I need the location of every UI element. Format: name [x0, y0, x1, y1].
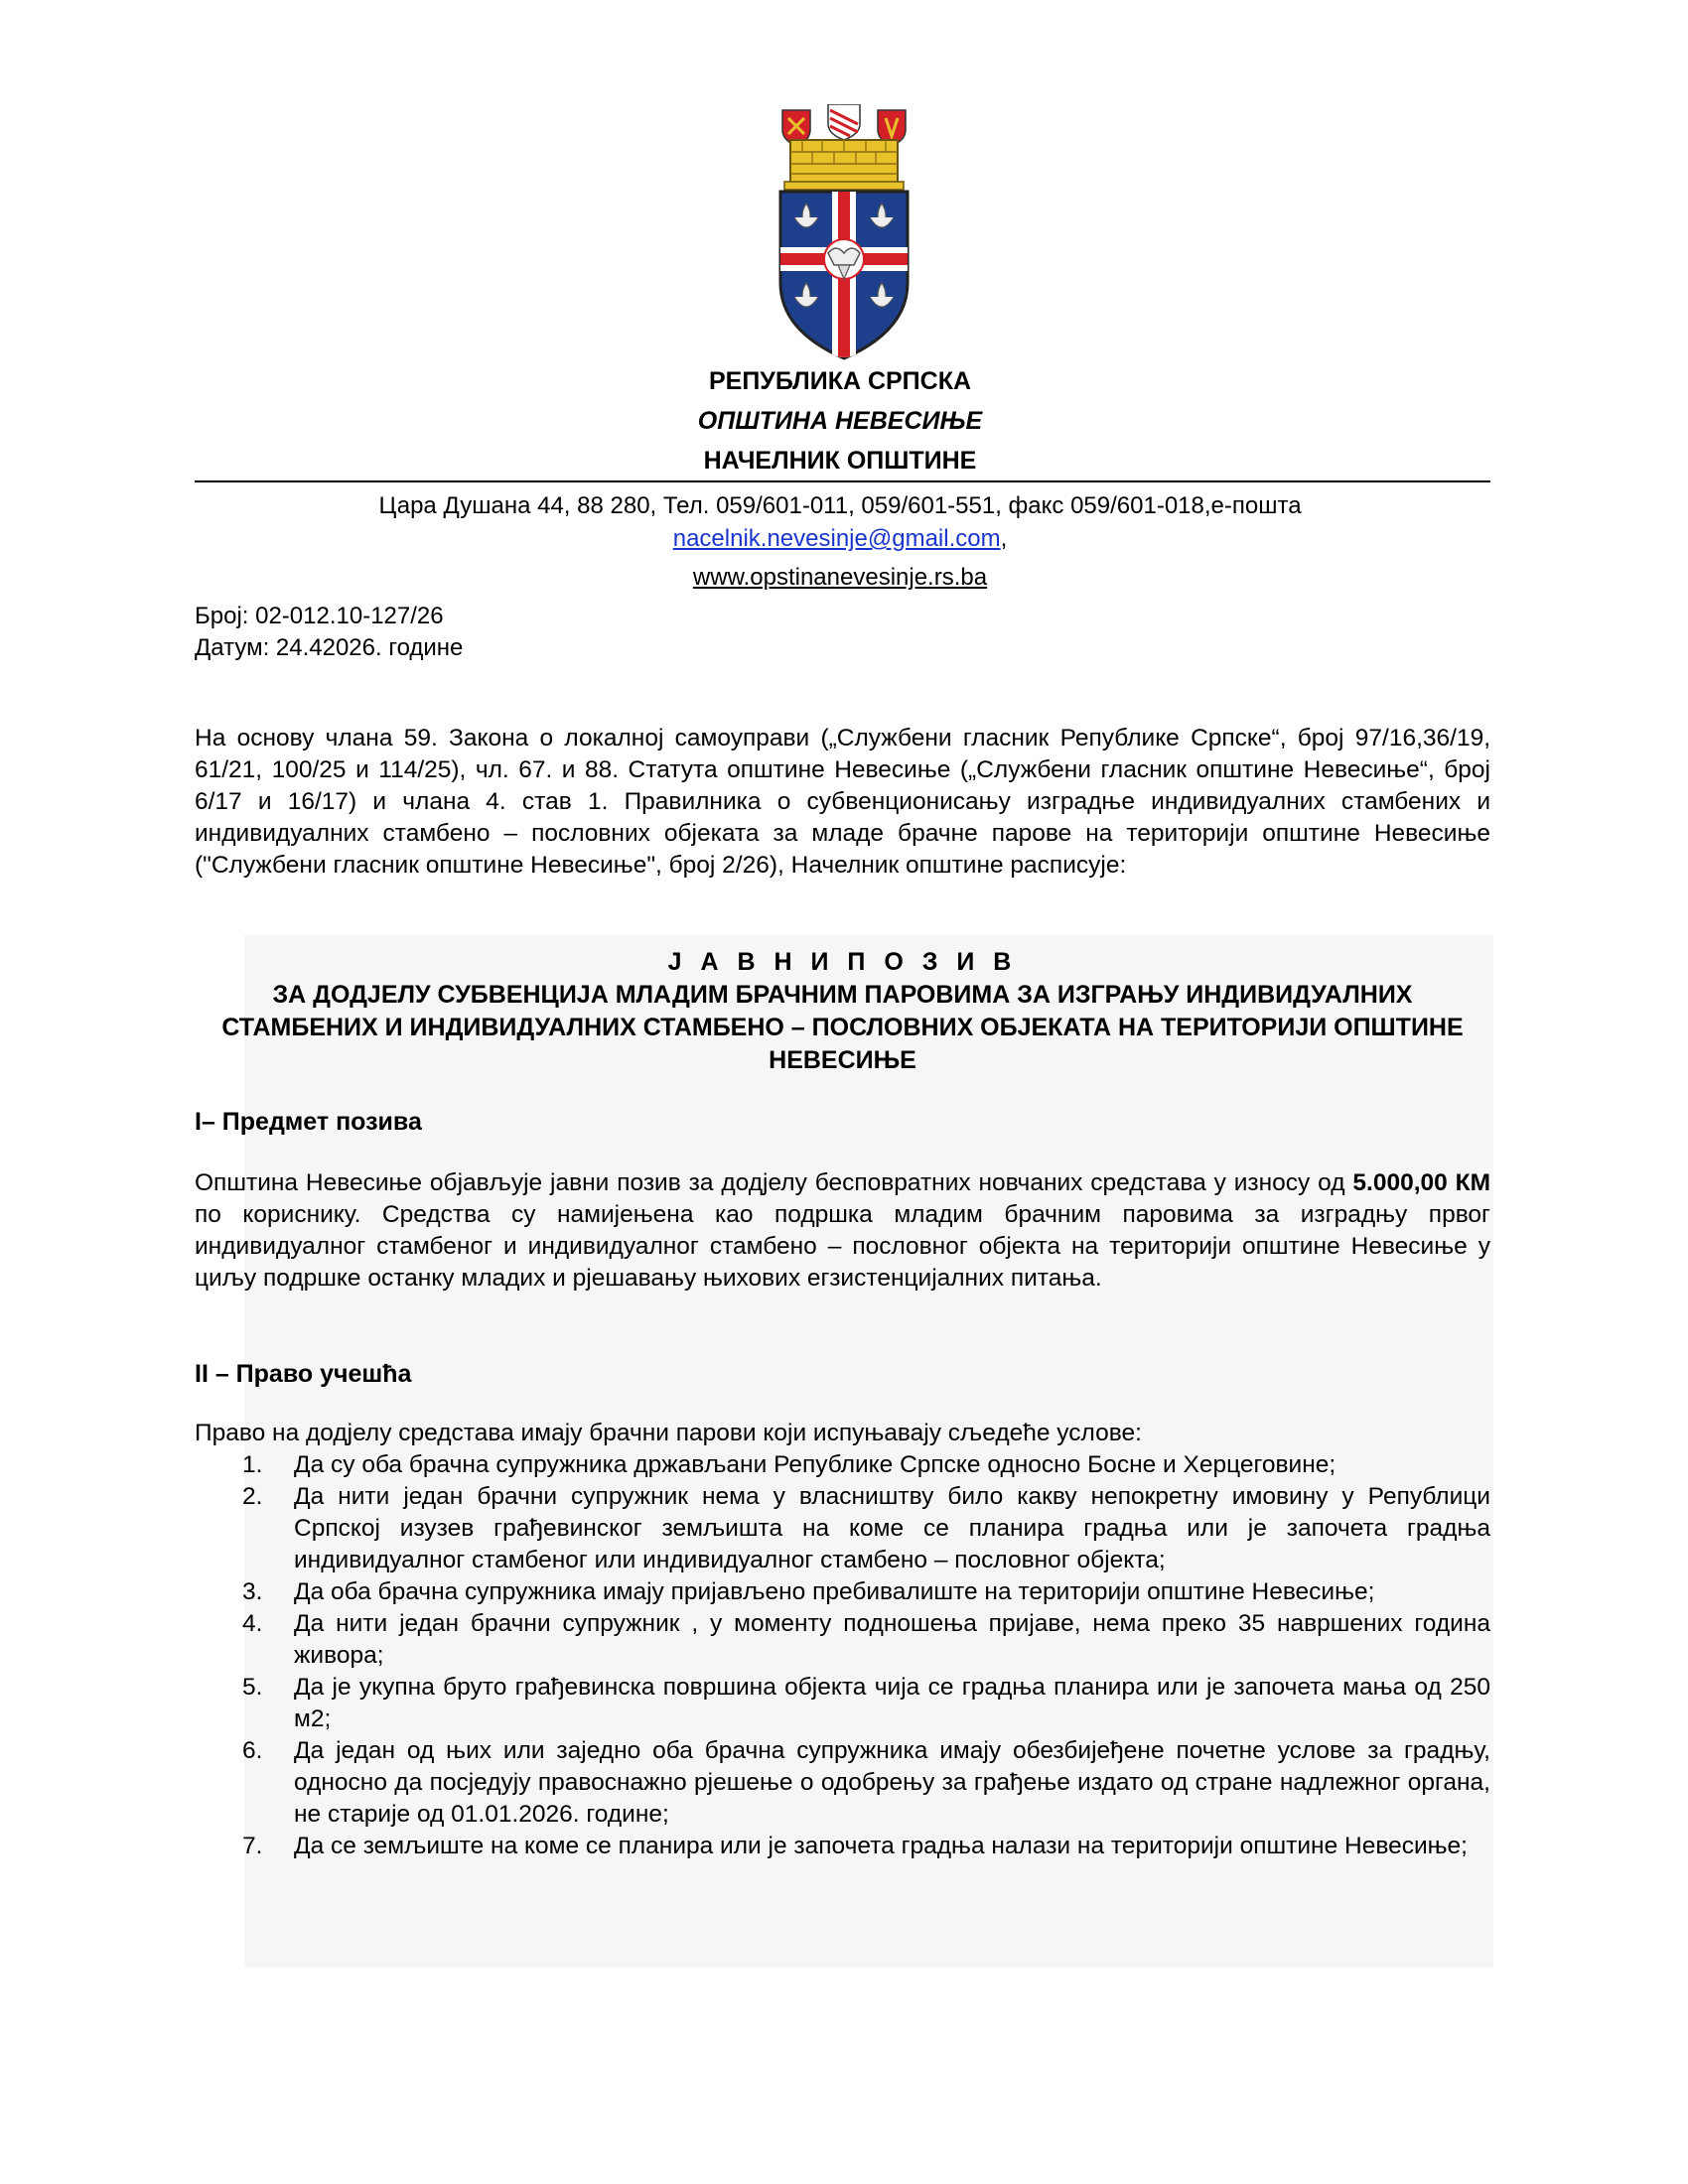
email-comma: , — [1000, 525, 1008, 552]
header-website-line — [195, 564, 1485, 592]
document-meta — [195, 601, 463, 664]
document-number: Број: 02-012.10-127/26 — [195, 603, 444, 629]
list-item-text: Да оба брачна супружника имају пријављено пребивалиште на територији општине Невесиње; — [294, 1578, 1375, 1605]
section2-intro: Право на додјелу средстава имају брачни парови који испуњавају сљедеће услове: — [195, 1420, 1142, 1446]
header-divider — [195, 480, 1490, 482]
list-item-number: 2. — [242, 1483, 263, 1510]
coat-of-arms-logo — [773, 104, 915, 360]
list-item-number: 3. — [242, 1578, 263, 1605]
call-title — [195, 946, 1490, 1077]
document-date: Датум: 24.42026. године — [195, 634, 464, 661]
list-item — [195, 1576, 1490, 1608]
section2-heading: II – Право учешћа — [195, 1360, 412, 1388]
call-title-subject: ЗА ДОДЈЕЛУ СУБВЕНЦИЈА МЛАДИМ БРАЧНИМ ПАРОВИМА ЗА ИЗГРАЊУ ИНДИВИДУАЛНИХ СТАМБЕНИХ И ИНДИВИДУАЛНИХ СТАМБЕНО – ПОСЛОВНИХ ОБЈЕКАТА НА ТЕРИТОРИЈИ ОПШТИНЕ НЕВЕСИЊЕ — [221, 981, 1464, 1074]
header-municipality: ОПШТИНА НЕВЕСИЊЕ — [697, 407, 983, 435]
header-republic: РЕПУБЛИКА СРПСКА — [708, 367, 972, 395]
section1-text-after: по кориснику. Средства су намијењена као подршка младим брачним паровима за изградњу првог индивидуалног стамбеног и индивидуалног стамбено – пословног објекта на територији општине Невесиње у циљу подршке останку младих и рјешавању њихових егзистенцијалних питања. — [195, 1201, 1490, 1292]
conditions-list — [195, 1449, 1490, 1862]
list-item — [195, 1449, 1490, 1481]
header-email-line — [195, 525, 1485, 553]
list-item — [195, 1481, 1490, 1576]
list-item-text: Да је укупна бруто грађевинска површина објекта чија се градња планира или је започета мања од 250 м2; — [294, 1674, 1490, 1732]
section1-heading: I– Предмет позива — [195, 1108, 422, 1136]
intro-paragraph: На основу члана 59. Закона о локалној самоуправи („Службени гласник Републике Српске“, број 97/16,36/19, 61/21, 100/25 и 114/25), чл. 67. и 88. Статута општине Невесиње („Службени гласник општине Невесиње“, број 6/17 и 16/17) и члана 4. став 1. Правилника о субвенционисању изградње индивидуалних стамбених и индивидуалних стамбено – пословних објеката за младе брачне парове на територији општине Невесиње ("Службени гласник општине Невесиње", број 2/26), Начелник општине расписује: — [195, 725, 1490, 879]
list-item-text: Да један од њих или заједно оба брачна супружника имају обезбијеђене почетне услове за градњу, односно да посједују правоснажно рјешење о одобрењу за грађење издато од стране надлежног органа, не старије од 01.01.2026. године; — [294, 1737, 1490, 1828]
list-item-number: 1. — [242, 1451, 263, 1478]
list-item-number: 7. — [242, 1833, 263, 1859]
list-item-number: 5. — [242, 1674, 263, 1701]
list-item-text: Да нити један брачни супружник , у моменту подношења пријаве, нема преко 35 навршених година живора; — [294, 1610, 1490, 1669]
list-item-number: 6. — [242, 1737, 263, 1764]
section1-amount: 5.000,00 КМ — [1352, 1169, 1490, 1196]
call-title-main: Ј А В Н И П О З И В — [667, 948, 1018, 976]
list-item-text: Да су оба брачна супружника држављани Републике Српске односно Босне и Херцеговине; — [294, 1451, 1336, 1478]
website-link[interactable]: www.opstinanevesinje.rs.ba — [692, 564, 988, 591]
section1-paragraph — [195, 1167, 1490, 1295]
list-item-text: Да се земљиште на коме се планира или је започета градња налази на територији општине Невесиње; — [294, 1833, 1468, 1859]
list-item — [195, 1735, 1490, 1831]
list-item-number: 4. — [242, 1610, 263, 1637]
list-item — [195, 1831, 1490, 1862]
section1-text-before: Општина Невесиње објављује јавни позив за додјелу бесповратних новчаних средстава у износу од — [195, 1169, 1353, 1196]
email-link[interactable]: nacelnik.nevesinje@gmail.com — [672, 525, 1001, 552]
list-item — [195, 1672, 1490, 1735]
header-address: Цара Душана 44, 88 280, Тел. 059/601-011, 059/601-551, факс 059/601-018,е-пошта — [378, 492, 1302, 519]
header-office: НАЧЕЛНИК ОПШТИНЕ — [703, 447, 977, 475]
list-item-text: Да нити један брачни супружник нема у власништву било какву непокретну имовину у Републици Српској изузев грађевинског земљишта на коме се планира градња или је започета градња индивидуалног стамбеног или индивидуалног стамбено – пословног објекта; — [294, 1483, 1490, 1573]
list-item — [195, 1608, 1490, 1672]
